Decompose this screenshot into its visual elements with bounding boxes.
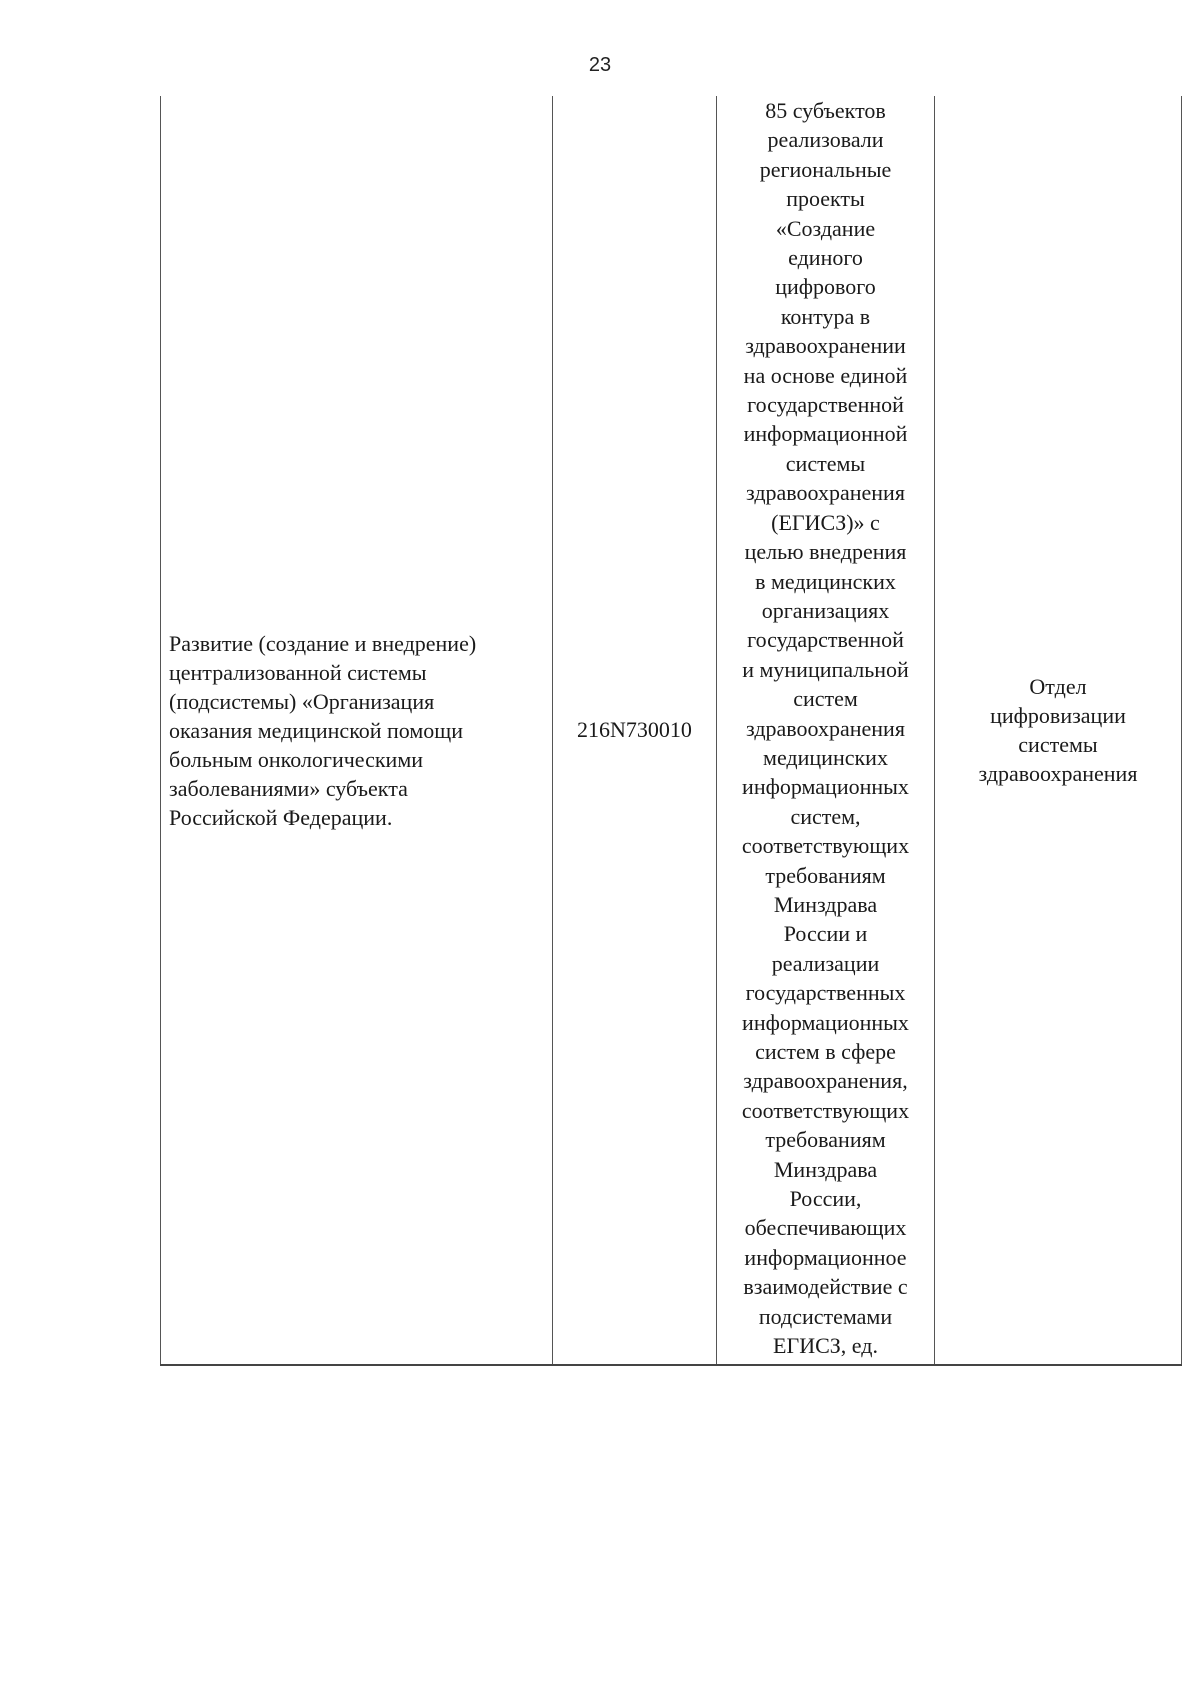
page-number: 23 [588,54,612,76]
text-line: целью внедрения [744,539,907,565]
text-line: информационное [744,1244,907,1270]
text-line: государственной [747,627,904,653]
text-line: медицинских [763,744,888,770]
text-line: России, [789,1186,862,1212]
text-line: обеспечивающих [744,1215,907,1241]
text-line: централизованной системы [169,659,427,685]
text-line: заболеваниями» субъекта [169,775,408,801]
text-line: здравоохранении [745,333,906,359]
text-line: информационных [742,774,909,800]
text-line: системы [785,450,866,476]
text-line: Отдел [1029,674,1087,700]
text-line: (подсистемы) «Организация [169,688,435,714]
text-line: здравоохранения [978,761,1138,787]
text-line: здравоохранения [746,480,905,506]
table-row [161,96,1182,1365]
text-line: здравоохранения, [743,1068,908,1094]
text-line: региональные [759,156,892,182]
text-line: информационной [743,421,908,447]
text-line: проекты [786,186,865,212]
text-line: Развитие (создание и внедрение) [169,630,477,656]
cell-department [935,96,1182,1365]
text-line: систем [793,686,858,712]
text-line: Минздрава [773,1156,878,1182]
text-line: соответствующих [741,1097,910,1123]
text-line: систем, [790,803,861,829]
text-line: Минздрава [773,891,878,917]
text-line: на основе единой [743,362,908,388]
text-line: организациях [761,597,890,623]
cell-code: 216N730010 [553,96,717,1365]
text-line: подсистемами [758,1303,893,1329]
text-line: и муниципальной [742,656,909,682]
text-line: требованиям [765,1127,886,1153]
text-line: 85 субъектов [765,98,886,123]
text-line: единого [788,245,863,271]
text-line: системы [1018,732,1098,758]
text-line: в медицинских [755,568,896,594]
text-line: России и [783,921,868,947]
text-line: оказания медицинской помощи [169,717,464,743]
text-line: (ЕГИСЗ)» с [771,509,880,535]
text-line: цифрового [775,274,876,300]
text-line: Российской Федерации. [169,804,393,830]
text-line: больным онкологическими [169,746,424,772]
document-table [160,96,1182,1366]
text-line: систем в сфере [755,1039,896,1064]
text-line: требованиям [765,862,886,888]
cell-result [717,96,935,1365]
text-line: государственной [747,392,904,418]
text-line: государственных [745,980,906,1006]
text-line: взаимодействие с [743,1274,908,1300]
text-line: цифровизации [990,703,1126,729]
text-line: контура в [780,303,871,329]
text-line: реализовали [767,127,884,153]
text-line: ЕГИСЗ, ед. [773,1333,878,1359]
cell-activity-name [161,96,553,1365]
text-line: здравоохранения [746,715,905,741]
text-line: «Создание [775,215,876,241]
text-line: реализации [771,950,880,976]
text-line: информационных [742,1009,909,1035]
text-line: соответствующих [741,833,910,859]
